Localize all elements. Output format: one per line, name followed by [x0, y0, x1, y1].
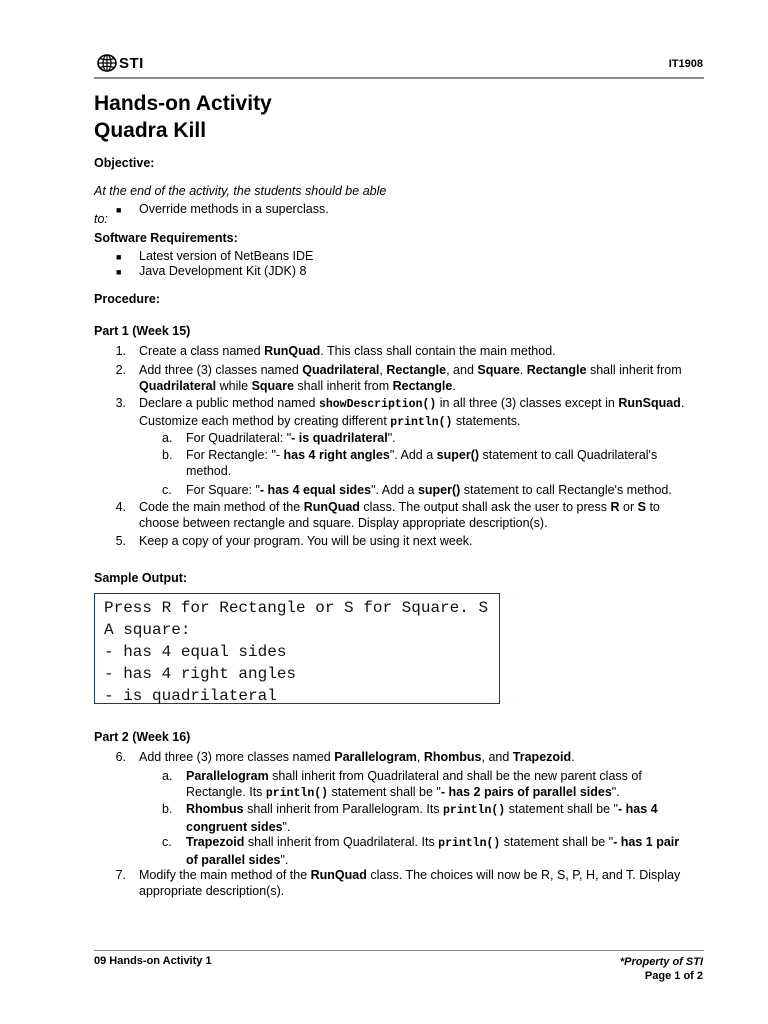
header-divider: [94, 77, 704, 79]
substep-6c: Trapezoid shall inherit from Quadrilateral. Its println() statement shall be "- has 1 pair of parallel sides".: [186, 835, 680, 867]
title-line-2: Quadra Kill: [94, 119, 207, 142]
sample-output-box: [94, 593, 500, 704]
substep-6a: Parallelogram shall inherit from Quadrilateral and shall be the new parent class of Rectangle. Its println() statement shall be "- has 2 pairs of parallel sides".: [186, 769, 642, 800]
step-number: 2.: [115, 363, 126, 377]
output-line: A square:: [104, 621, 191, 639]
substep-letter: c.: [162, 483, 172, 497]
bullet: ■: [116, 205, 122, 215]
substep-letter: b.: [162, 448, 173, 462]
footer-right: [620, 955, 703, 983]
substep-letter: a.: [162, 431, 173, 445]
page-title: [94, 90, 272, 144]
course-code: IT1908: [668, 58, 703, 70]
step-number: 5.: [115, 534, 126, 548]
footer-divider: [94, 950, 704, 951]
substep-letter: a.: [162, 769, 173, 783]
substep-3a: For Quadrilateral: "- is quadrilateral".: [186, 431, 396, 445]
procedure-heading: Procedure:: [94, 292, 160, 306]
step-number: 3.: [115, 396, 126, 410]
substep-letter: c.: [162, 835, 172, 849]
software-item: Java Development Kit (JDK) 8: [139, 264, 307, 278]
substep-letter: b.: [162, 802, 173, 816]
objective-item: Override methods in a superclass.: [139, 202, 329, 216]
part2-heading: Part 2 (Week 16): [94, 730, 191, 744]
part1-heading: Part 1 (Week 15): [94, 324, 191, 338]
objective-intro-1: At the end of the activity, the students should be able: [94, 184, 387, 198]
step-7: Modify the main method of the RunQuad class. The choices will now be R, S, P, H, and T. Display appropriate description(s).: [139, 868, 681, 898]
software-item: Latest version of NetBeans IDE: [139, 249, 314, 263]
step-number: 1.: [115, 344, 126, 358]
footer-property: *Property of STI: [619, 956, 703, 968]
sti-logo: [97, 52, 144, 74]
logo-text: STI: [119, 54, 144, 72]
step-number: 6.: [115, 750, 126, 764]
objective-intro-2: to:: [94, 212, 108, 226]
globe-icon: [97, 54, 117, 72]
step-4: Code the main method of the RunQuad class. The output shall ask the user to press R or S to choose between rectangle and square. Display appropriate description(s).: [139, 500, 660, 530]
output-line: - has 4 equal sides: [104, 643, 287, 661]
step-number: 4.: [115, 500, 126, 514]
title-line-1: Hands-on Activity: [94, 92, 272, 115]
page-number: Page 1 of 2: [644, 970, 703, 982]
substep-3b: For Rectangle: "- has 4 right angles". Add a super() statement to call Quadrilateral's method.: [186, 448, 658, 478]
output-line: - is quadrilateral: [104, 687, 277, 705]
footer-doc-title: 09 Hands-on Activity 1: [94, 955, 212, 967]
step-3: Declare a public method named showDescription() in all three (3) classes except in RunSquad. Customize each method by creating different println() statements.: [139, 396, 685, 429]
software-heading: Software Requirements:: [94, 231, 238, 245]
step-number: 7.: [115, 868, 126, 882]
substep-3c: For Square: "- has 4 equal sides". Add a super() statement to call Rectangle's method.: [186, 483, 672, 497]
step-6: Add three (3) more classes named Parallelogram, Rhombus, and Trapezoid.: [139, 750, 575, 764]
step-2: Add three (3) classes named Quadrilateral, Rectangle, and Square. Rectangle shall inherit from Quadrilateral while Square shall inherit from Rectangle.: [139, 363, 682, 393]
objective-heading: Objective:: [94, 156, 155, 170]
bullet: ■: [116, 252, 122, 262]
output-line: - has 4 right angles: [104, 665, 297, 683]
bullet: ■: [116, 267, 122, 277]
step-5: Keep a copy of your program. You will be using it next week.: [139, 534, 473, 548]
step-1: Create a class named RunQuad. This class shall contain the main method.: [139, 344, 556, 358]
output-line: Press R for Rectangle or S for Square. S: [104, 599, 489, 617]
substep-6b: Rhombus shall inherit from Parallelogram. Its println() statement shall be "- has 4 congruent sides".: [186, 802, 658, 834]
sample-output-heading: Sample Output:: [94, 571, 188, 585]
